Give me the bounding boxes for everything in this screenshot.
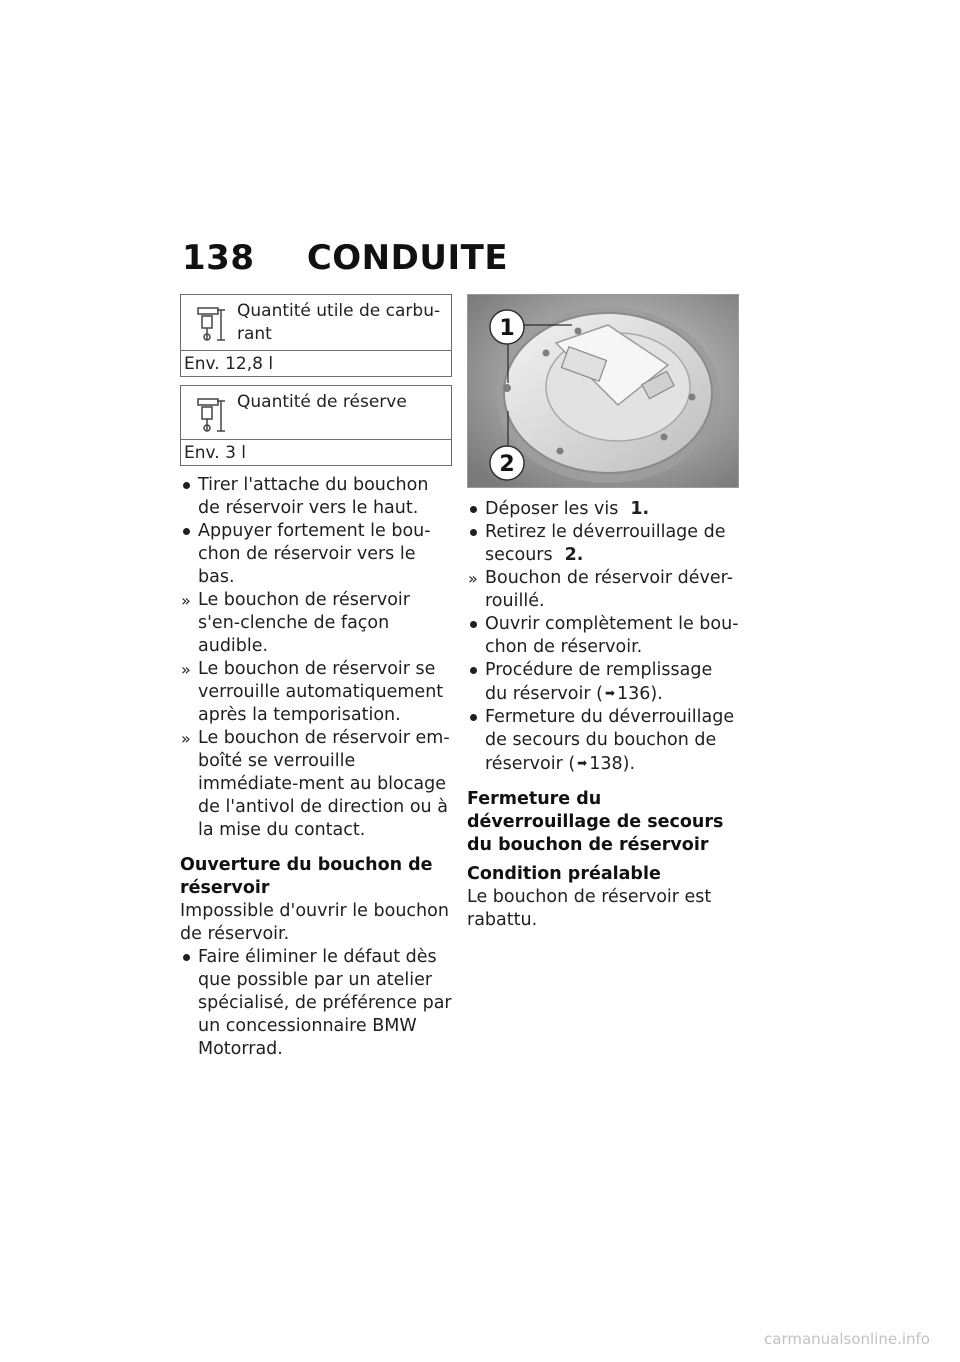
- section-subtitle: Condition préalable: [467, 864, 661, 884]
- callout-1: 1: [499, 316, 515, 341]
- reference-number: 1.: [630, 499, 650, 519]
- list-item: [180, 589, 452, 658]
- list-item: [180, 474, 452, 520]
- item-text: Ouvrir complètement le bou-chon de réservoir.: [485, 614, 739, 657]
- result-marker-icon: »: [181, 660, 191, 679]
- section-title: Fermeture du déverrouillage de secours du bouchon de réservoir: [467, 789, 724, 855]
- page-header: [182, 238, 508, 278]
- page-arrow-icon: ➡: [577, 756, 588, 770]
- list-item: [467, 521, 739, 567]
- list-item: [180, 946, 452, 1061]
- list-item: [467, 498, 739, 521]
- item-text: Tirer l'attache du bouchon de réservoir vers le haut.: [198, 475, 429, 518]
- section-intro: Impossible d'ouvrir le bouchon de réservoir.: [180, 901, 449, 944]
- spec-head: [181, 295, 451, 351]
- item-text: Procédure de remplissage du réservoir (: [485, 660, 713, 704]
- spec-head: [181, 386, 451, 440]
- spec-title: Quantité de réserve: [237, 392, 407, 412]
- item-text: Le bouchon de réservoir em-boîté se verrouille immédiate-ment au blocage de l'antivol de direction ou à la mise du contact.: [198, 728, 450, 840]
- item-text: Faire éliminer le défaut dès que possible par un atelier spécialisé, de préférence par un concessionnaire BMW Motorrad.: [198, 947, 452, 1059]
- fuel-pump-icon: [195, 395, 229, 435]
- item-text: Appuyer fortement le bou-chon de réservoir vers le bas.: [198, 521, 431, 587]
- result-marker-icon: »: [468, 569, 478, 588]
- callout-2: 2: [499, 452, 515, 477]
- list-item[interactable]: [467, 706, 739, 776]
- fuel-pump-icon: [195, 304, 229, 344]
- list-item: [467, 613, 739, 659]
- list-item: [467, 567, 739, 613]
- watermark: carmanualsonline.info: [764, 1330, 930, 1348]
- spec-title: Quantité utile de carbu-rant: [237, 301, 441, 344]
- section-text: Le bouchon de réservoir est rabattu.: [467, 887, 712, 930]
- reference-number: 2.: [564, 545, 584, 565]
- left-column: [180, 294, 452, 1061]
- fuel-cap-photo: [467, 294, 739, 488]
- item-text: Le bouchon de réservoir se verrouille automatiquement après la temporisation.: [198, 659, 444, 725]
- item-text: Le bouchon de réservoir s'en-clenche de façon audible.: [198, 590, 410, 656]
- item-text: Bouchon de réservoir déver-rouillé.: [485, 568, 734, 611]
- spec-value: Env. 3 l: [184, 443, 247, 463]
- spec-box-usable-fuel: [180, 294, 452, 377]
- list-item: [180, 727, 452, 842]
- item-text: Fermeture du déverrouillage de secours du bouchon de réservoir (: [485, 707, 735, 774]
- page-arrow-icon: ➡: [604, 686, 615, 700]
- right-column: [467, 294, 739, 932]
- list-item: [180, 520, 452, 589]
- item-text: Déposer les vis: [485, 499, 619, 519]
- result-marker-icon: »: [181, 591, 191, 610]
- page-reference-link[interactable]: 136).: [617, 684, 663, 704]
- result-marker-icon: »: [181, 729, 191, 748]
- item-text: Retirez le déverrouillage de secours: [485, 522, 726, 565]
- chapter-title: CONDUITE: [306, 238, 509, 278]
- page-number: 138: [182, 238, 255, 278]
- list-item[interactable]: [467, 659, 739, 706]
- section-title: Ouverture du bouchon de réservoir: [180, 855, 433, 898]
- page-reference-link[interactable]: 138).: [589, 754, 636, 774]
- list-item: [180, 658, 452, 727]
- spec-box-reserve: [180, 385, 452, 466]
- spec-value: Env. 12,8 l: [184, 354, 274, 374]
